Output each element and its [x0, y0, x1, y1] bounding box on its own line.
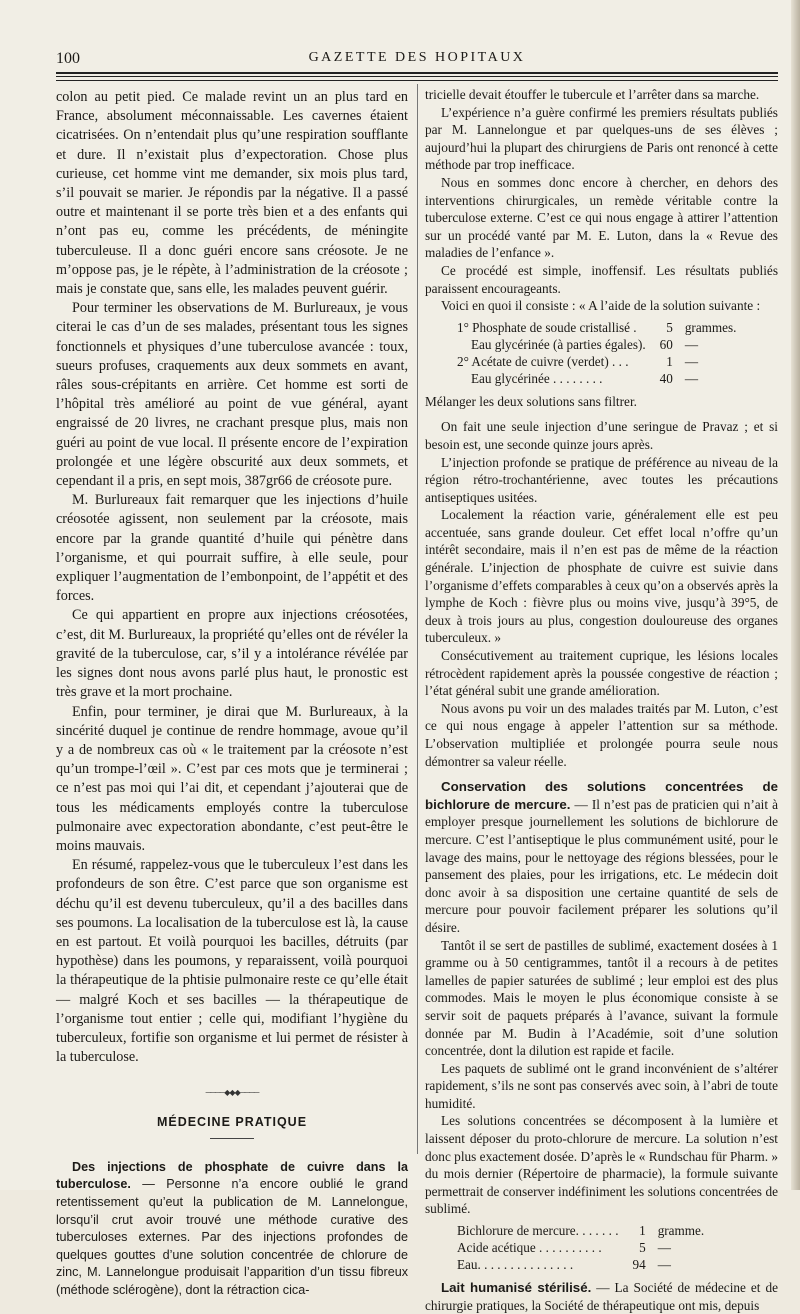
recipe-row — [453, 353, 740, 370]
paragraph: On fait une seule injection d’une seringue de Pravaz ; et si besoin est, une seconde quinze jours après. — [425, 419, 778, 452]
recipe-row — [453, 319, 740, 336]
recipe-row — [453, 1239, 708, 1256]
paragraph: colon au petit pied. Ce malade revint un an plus tard en France, absolument méconnaissable. Les cavernes étaient cicatrisées. On n’entendait plus qu’une respiration soufflante et dure. Il n’existait plus d’expectoration. Chose plus curieuse, cet homme vint me demander, six mois plus tard, s’il pouvait se marier. Je répondis par la négative. Il a passé outre et maintenant il se porte très bien et a des enfants qui n’ont pas eu, comme les précédents, de méningite tuberculeuse. Il a donc guéri encore sans créosote. Je ne m’oppose pas, je le répète, à l’administration de la créosote ; mais je constate que, sans elle, les malades peuvent guérir. — [56, 89, 408, 298]
paragraph: Consécutivement au traitement cuprique, les lésions locales rétrocèdent rapidement après la poussée congestive de réaction ; l’état général subit une grande amélioration. — [425, 648, 778, 699]
article-paragraph — [56, 1159, 408, 1300]
recipe-row — [453, 1256, 708, 1273]
header-rule — [56, 80, 778, 81]
paragraph: Pour terminer les observations de M. Burlureaux, je vous citerai le cas d’un de ses malades, présentant tous les signes fonctionnels et physiques d’une tuberculose avancée : toux, sueurs profuses, craquements aux deux sommets en avant, râles sous-crépitants en arrière. Cet homme est sorti de l’hôpital très amélioré au point de vue général, ayant engraissé de 20 livres, ne crachant presque plus, mais non guéri au point de vue local. Il présente encore de l’expiration prolongée et une légère obscurité aux deux sommets, et cependant il a pris, en sept mois, 387gr66 de créosote pure. — [56, 300, 408, 490]
quantity: 5 — [666, 319, 673, 335]
quantity: 1 — [666, 353, 673, 369]
page-number: 100 — [56, 50, 80, 67]
paragraph: M. Burlureaux fait remarquer que les injections d’huile créosotée agissent, non seulement par la créosote, mais encore par la grande quantité d’huile qui pénètre dans l’organisme, et qui pourrait suffire, à elle seule, pour expliquer l’augmentation de l’embonpoint, de l’appétit et des forces. — [56, 492, 408, 605]
article-title: Des injections de phosphate de cuivre dans la tuberculose. — [56, 1159, 408, 1192]
quantity: 1 — [639, 1223, 646, 1239]
paragraph: Ce qui appartient en propre aux injections créosotées, c’est, dit M. Burlureaux, la propriété qu’elles ont de révéler la gravité de la tuberculose, car, s’il y a intolérance révélée par les signes dont nous avons parlé plus haut, le pronostic est très grave et la mort prochaine. — [56, 607, 408, 701]
paragraph: L’injection profonde se pratique de préférence au niveau de la région rétro-trochantérienne, avec toutes les précautions antiseptiques usitées. — [425, 454, 778, 505]
page-edge-shadow — [791, 0, 800, 1190]
paragraph: Enfin, pour terminer, je dirai que M. Burlureaux, à la sincérité duquel je continue de rendre hommage, avoue qu’il y a de nombreux cas où « le traitement par la créosote n’est qu’un trompe-l’œil ». C’est par ces mots que je terminerai ; ce n’est pas moi qui l’ai dit, et cependant j’ajouterai que de tous les médicaments employés contre la tuberculose pulmonaire avec expectoration abondante, c’est peut-être le moins mauvais. — [56, 703, 408, 854]
paragraph: Nous avons pu voir un des malades traités par M. Luton, c’est ce qui nous engage à appeler l’attention sur sa méthode. L’observation multipliée et prolongée pourra seule nous démontrer sa valeur réelle. — [425, 700, 778, 769]
paragraph: Voici en quoi il consiste : « A l’aide de la solution suivante : — [441, 298, 761, 314]
recipe-row — [453, 336, 740, 353]
paragraph: L’expérience n’a guère confirmé les premiers résultats publiés par M. Lannelongue et par quelques-uns de ses élèves ; aujourd’hui la plupart des chirurgiens de Paris ont renoncé à cette méthode par trop inefficace. — [425, 104, 778, 173]
ingredient: Bichlorure de mercure. . . . . . . — [457, 1223, 619, 1239]
journal-title: GAZETTE DES HOPITAUX — [308, 50, 526, 65]
recipe-row — [453, 370, 740, 387]
unit: — — [684, 353, 699, 369]
recipe-table — [453, 319, 740, 387]
spacer — [425, 410, 778, 418]
recipe-table — [453, 1222, 708, 1273]
unit: — — [657, 1240, 671, 1256]
paragraph: Nous en sommes donc encore à chercher, en dehors des interventions chirurgicales, un remède véritable contre la tuberculose externe. C’est ce qui nous engage à attirer l’attention sur un procédé vanté par M. E. Luton, dans la « Revue des maladies de l’enfance ». — [425, 174, 778, 261]
recipe-row — [453, 1222, 708, 1239]
quantity: 94 — [632, 1257, 646, 1273]
unit: gramme. — [657, 1223, 705, 1239]
ingredient: Eau glycérinée (à parties égales). — [471, 336, 646, 352]
article-body: — Il n’est pas de praticien qui n’ait à employer presque journellement les solutions de bichlorure de mercure. C’est l’antiseptique le plus communément usité, pour le lavage des mains, pour le nettoyage des régions blessées, pour le pansement des plaies, pour les irrigations, etc. Le médecin doit donc avoir à sa disposition une certaine quantité de sels de mercure pour pouvoir facilement préparer les solutions qu’il désire. — [425, 796, 778, 935]
paragraph: Tantôt il se sert de pastilles de sublimé, exactement dosées à 1 gramme ou à 50 centigrammes, tantôt il a recours à de petites lamelles de papier saturées de sublimé ; leur emploi est des plus commodes. Mais le moyen le plus économique consiste à se servir soit de paquets préparés à l’avance, suivant la formule donnée par M. Budin à l’Académie, soit d’une solution concentrée, dont la dilution est rapide et facile. — [425, 937, 778, 1059]
paragraph: En résumé, rappelez-vous que le tuberculeux l’est dans les profondeurs de son être. C’est parce que son organisme est déchu qu’il est devenu tuberculeux, qu’il a des bacilles dans ses poumons. La localisation de la tuberculose est là, la cause en est partout. Et voilà pourquoi les bacilles, détruits (par hypothèse) dans les poumons, y reparaissent, voilà pourquoi la thérapeutique de la phtisie pulmonaire reste ce qu’elle était — malgré Koch et ses bacilles — la thérapeutique de l’organisme tout entier ; celle qui, modifiant l’hygiène du tuberculeux, fortifie son organisme et lui permet de résister à la tuberculose. — [56, 857, 408, 1066]
ingredient: Acide acétique . . . . . . . . . . — [457, 1240, 602, 1256]
paragraph: Ce procédé est simple, inoffensif. Les résultats publiés paraissent encourageants. — [425, 262, 778, 296]
left-column — [56, 88, 408, 1300]
quantity: 5 — [639, 1240, 646, 1256]
paragraph: Localement la réaction varie, généralement elle est peu accentuée, sans grande douleur. Cet effet local n’offre qu’un intérêt secondaire, mais il n’en est pas de même de la réaction générale. L’injection de phosphate de cuivre est suivie dans l’organisme d’effets comparables à ceux qu’on a observés après la lymphe de Koch : fièvre plus ou moins vive, jusqu’à 39°5, de deux à trois jours au plus, congestion douloureuse des organes tuberculeux. » — [425, 507, 778, 646]
paragraph: Les solutions concentrées se décomposent à la lumière et laissent déposer du proto-chlorure de mercure. La solution n’est donc plus exactement dosée. D’après le « Rundschau für Pharm. » du mois dernier (Répertoire de pharmacie), la formule suivante permettrait de conserver indéfiniment les solutions concentrées de sublimé. — [425, 1113, 779, 1217]
paragraph: tricielle devait étouffer le tubercule et l’arrêter dans sa marche. — [425, 87, 760, 102]
quantity: 40 — [659, 370, 673, 386]
unit: — — [684, 370, 699, 386]
unit: — — [684, 336, 699, 352]
paragraph: Les paquets de sublimé ont le grand inconvénient de s’altérer rapidement, s’ils ne sont pas conservés avec soin, à l’abri de toute humidité. — [425, 1060, 778, 1111]
article-title: Lait humanisé stérilisé. — [441, 1280, 592, 1296]
article-body: — Personne n’a encore oublié le grand retentissement qu’eut la publication de M. Lannelongue, lorsqu’il crut avoir trouvé une méthode curative des tuberculoses externes. Par des injections profondes de quelques gouttes d’une solution concentrée de chlorure de zinc, M. Lannelongue produisait l’apparition d’un tissu fibreux (méthode sclérogène), dont la rétraction cica- — [56, 1177, 408, 1297]
ingredient: Eau glycérinée . . . . . . . . — [471, 370, 603, 386]
section-rule — [210, 1138, 254, 1139]
article-body: — La Société de médecine et de chirurgie pratiques, la Société de thérapeutique ont mis, depuis — [425, 1280, 778, 1313]
article-title: Conservation des solutions concentrées de bichlorure de mercure. — [425, 779, 778, 812]
page-header — [56, 48, 778, 68]
ingredient: Eau. . . . . . . . . . . . . . . — [457, 1257, 574, 1273]
ingredient: 1° Phosphate de soude cristallisé . — [457, 319, 637, 335]
right-column — [425, 86, 778, 1314]
unit: — — [657, 1257, 671, 1273]
ornament-rule: ────◆◆◆──── — [205, 1088, 259, 1098]
header-rule — [56, 72, 778, 74]
section-title: MÉDECINE PRATIQUE — [156, 1114, 308, 1129]
unit: grammes. — [684, 319, 737, 335]
ingredient: 2° Acétate de cuivre (verdet) . . . — [457, 353, 629, 369]
header-rule — [56, 76, 778, 77]
article-paragraph — [425, 778, 778, 936]
article-paragraph — [425, 1279, 778, 1314]
spacer — [425, 770, 778, 778]
recipe-note: Mélanger les deux solutions sans filtrer. — [425, 393, 637, 409]
column-divider — [417, 84, 418, 1154]
quantity: 60 — [659, 336, 673, 352]
